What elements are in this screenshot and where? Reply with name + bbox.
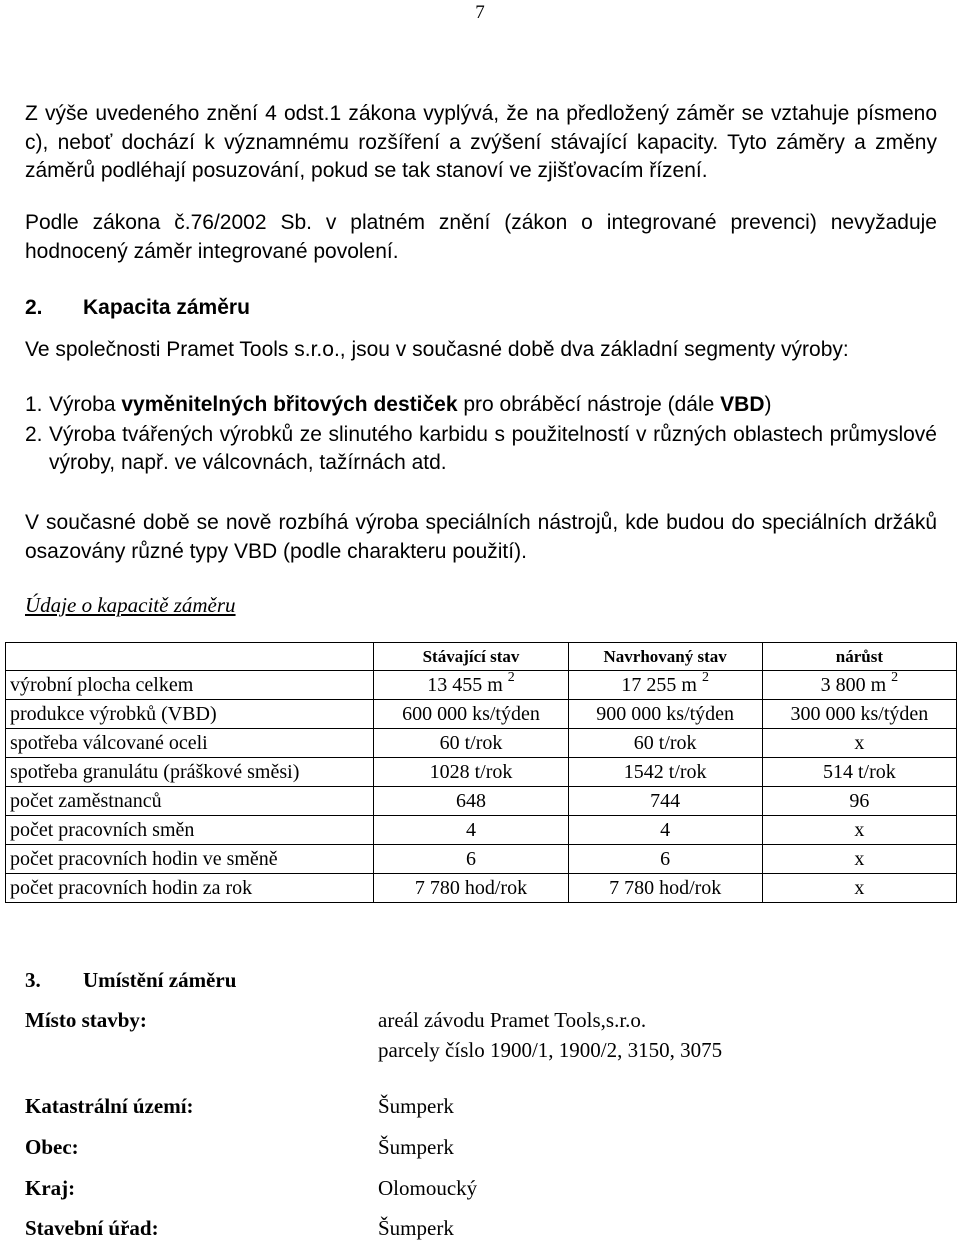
row-increase: x <box>762 729 956 758</box>
table-row <box>6 874 957 903</box>
region-value: Olomoucký <box>378 1176 478 1200</box>
row-label: spotřeba válcované oceli <box>6 729 374 758</box>
region-label: Kraj: <box>25 1176 76 1200</box>
row-current: 1028 t/rok <box>374 758 568 787</box>
site-label: Místo stavby: <box>25 1008 147 1032</box>
section-3-title: Umístění záměru <box>83 968 237 992</box>
row-current: 6 <box>374 845 568 874</box>
row-increase: x <box>762 816 956 845</box>
cadastral-label: Katastrální území: <box>25 1094 194 1118</box>
table-header-increase: nárůst <box>762 643 956 671</box>
list-item-number: 2. <box>25 422 43 446</box>
list-item-number: 1. <box>25 393 43 416</box>
row-increase: 96 <box>762 787 956 816</box>
row-proposed: 17 255 m $^2$ <box>568 671 762 700</box>
table-header-proposed: Navrhovaný stav <box>568 643 762 671</box>
row-proposed: 7 780 hod/rok <box>568 874 762 903</box>
table-row <box>6 816 957 845</box>
intro-paragraph-1: Z výše uvedeného znění 4 odst.1 zákona vyplývá, že na předložený záměr se vztahuje písmeno c), neboť dochází k významnému rozšíření a zvýšení stávající kapacity. Tyto záměry a změny záměrů podléhají posuzování, pokud se tak stanoví ve zjišťovacím řízení. <box>25 102 937 182</box>
row-proposed: 60 t/rok <box>568 729 762 758</box>
row-increase: 3 800 m $^2$ <box>762 671 956 700</box>
section-3-number: 3. <box>25 968 41 992</box>
row-current: 60 t/rok <box>374 729 568 758</box>
site-value-line-2: parcely číslo 1900/1, 1900/2, 3150, 3075 <box>378 1038 723 1062</box>
table-row <box>6 729 957 758</box>
table-header-row <box>6 643 957 671</box>
municipality-value: Šumperk <box>378 1135 454 1159</box>
page-number: 7 <box>475 2 485 23</box>
section-2-note: V současné době se nově rozbíhá výroba speciálních nástrojů, kde budou do speciálních držáků osazovány různé typy VBD (podle charakteru použití). <box>25 511 937 563</box>
row-proposed: 900 000 ks/týden <box>568 700 762 729</box>
row-current: 648 <box>374 787 568 816</box>
section-2-title: Kapacita záměru <box>83 296 250 319</box>
list-item-text: Výroba vyměnitelných břitových destiček pro obráběcí nástroje (dále VBD) <box>49 393 772 416</box>
municipality-label: Obec: <box>25 1135 79 1159</box>
row-increase: x <box>762 845 956 874</box>
section-3-heading <box>25 966 937 995</box>
row-label: výrobní plocha celkem <box>6 671 374 700</box>
table-row <box>6 787 957 816</box>
list-item <box>25 421 937 478</box>
row-label: počet pracovních hodin ve směně <box>6 845 374 874</box>
row-increase: x <box>762 874 956 903</box>
list-item-text: Výroba tvářených výrobků ze slinutého karbidu s použitelností v různých oblastech průmyslové výroby, např. ve válcovnách, tažírnách atd. <box>49 422 937 474</box>
table-row <box>6 758 957 787</box>
list-item <box>25 391 937 420</box>
row-increase: 300 000 ks/týden <box>762 700 956 729</box>
row-proposed: 6 <box>568 845 762 874</box>
row-current: 4 <box>374 816 568 845</box>
table-header-empty <box>6 643 374 671</box>
building-office-value: Šumperk <box>378 1216 454 1240</box>
row-label: spotřeba granulátu (práškové směsi) <box>6 758 374 787</box>
section-2-number: 2. <box>25 296 43 319</box>
row-proposed: 744 <box>568 787 762 816</box>
segment-list <box>25 391 937 478</box>
table-row <box>6 845 957 874</box>
row-current: 13 455 m $^2$ <box>374 671 568 700</box>
building-office-label: Stavební úřad: <box>25 1216 159 1240</box>
row-label: počet zaměstnanců <box>6 787 374 816</box>
table-row <box>6 671 957 700</box>
row-current: 7 780 hod/rok <box>374 874 568 903</box>
row-proposed: 4 <box>568 816 762 845</box>
row-current: 600 000 ks/týden <box>374 700 568 729</box>
intro-paragraph-2: Podle zákona č.76/2002 Sb. v platném znění (zákon o integrované prevenci) nevyžaduje hodnocený záměr integrované povolení. <box>25 211 937 263</box>
row-proposed: 1542 t/rok <box>568 758 762 787</box>
row-label: počet pracovních směn <box>6 816 374 845</box>
cadastral-value: Šumperk <box>378 1094 454 1118</box>
site-value-line-1: areál závodu Pramet Tools,s.r.o. <box>378 1008 647 1032</box>
section-2-lead: Ve společnosti Pramet Tools s.r.o., jsou v současné době dva základní segmenty výroby: <box>25 338 849 361</box>
section-2-heading <box>25 294 937 323</box>
table-row <box>6 700 957 729</box>
capacity-table <box>5 642 957 903</box>
row-increase: 514 t/rok <box>762 758 956 787</box>
row-label: počet pracovních hodin za rok <box>6 874 374 903</box>
row-label: produkce výrobků (VBD) <box>6 700 374 729</box>
table-caption: Údaje o kapacitě záměru <box>25 593 236 617</box>
table-header-current: Stávající stav <box>374 643 568 671</box>
